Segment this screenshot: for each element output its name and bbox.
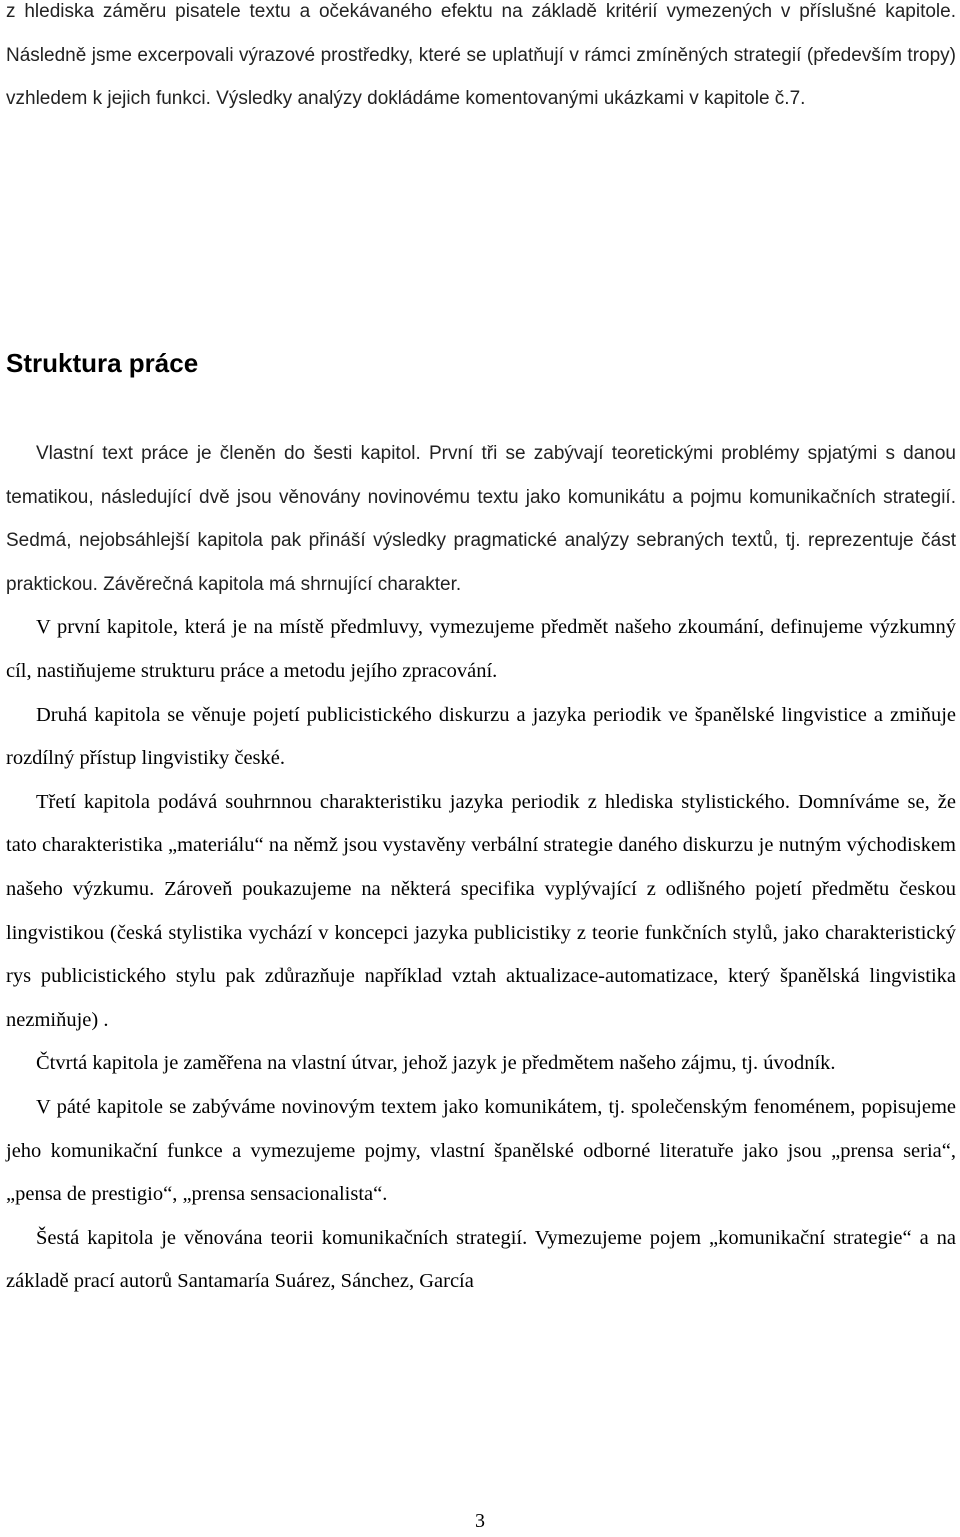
- paragraph-6: V páté kapitole se zabýváme novinovým textem jako komunikátem, tj. společenským fenoménem, popisujeme jeho komunikační funkce a vymezujeme pojmy, vlastní španělské odborné literatuře jako jsou „prensa seria“, „pensa de prestigio“, „prensa sensacionalista“.: [6, 1095, 956, 1206]
- paragraph-5: Čtvrtá kapitola je zaměřena na vlastní útvar, jehož jazyk je předmětem našeho zájmu, tj. úvodník.: [36, 1052, 836, 1075]
- body-text: [6, 432, 956, 1304]
- paragraph-2: V první kapitole, která je na místě předmluvy, vymezujeme předmět našeho zkoumání, definujeme výzkumný cíl, nastiňujeme strukturu práce a metodu jejího zpracování.: [6, 616, 956, 682]
- paragraph-3: Druhá kapitola se věnuje pojetí publicistického diskurzu a jazyka periodik ve španělské lingvistice a zmiňuje rozdílný přístup lingvistiky české.: [6, 703, 956, 770]
- paragraph-7: Šestá kapitola je věnována teorii komunikačních strategií. Vymezujeme pojem „komunikační strategie“ a na základě prací autorů Santamaría Suárez, Sánchez, García: [6, 1226, 956, 1293]
- section-heading: Struktura práce: [6, 348, 199, 378]
- intro-paragraph: z hlediska záměru pisatele textu a očekávaného efektu na základě kritérií vymezených v příslušné kapitole. Následně jsme excerpovali výrazové prostředky, které se uplatňují v rámci zmíněných strategií (především tropy) vzhledem k jejich funkci. Výsledky analýzy dokládáme komentovanými ukázkami v kapitole č.7.: [6, 1, 956, 110]
- page-number: 3: [475, 1510, 485, 1532]
- paragraph-4: Třetí kapitola podává souhrnnou charakteristiku jazyka periodik z hlediska stylistického. Domníváme se, že tato charakteristika „materiálu“ na němž jsou vystavěny verbální strategie daného diskurzu je nutným východiskem našeho výzkumu. Zároveň poukazujeme na některá specifika vyplývající z odlišného pojetí předmětu českou lingvistikou (česká stylistika vychází v koncepci jazyka publicistiky z teorie funkčních stylů, jako charakteristický rys publicistického stylu pak zdůrazňuje například vztah aktualizace-automatizace, který španělská lingvistika nezmiňuje) .: [6, 790, 956, 1031]
- paragraph-1: Vlastní text práce je členěn do šesti kapitol. První tři se zabývají teoretickými problémy spjatými s danou tematikou, následující dvě jsou věnovány novinovému textu jako komunikátu a pojmu komunikačních strategií. Sedmá, nejobsáhlejší kapitola pak přináší výsledky pragmatické analýzy sebraných textů, tj. reprezentuje část praktickou. Závěrečná kapitola má shrnující charakter.: [6, 443, 956, 595]
